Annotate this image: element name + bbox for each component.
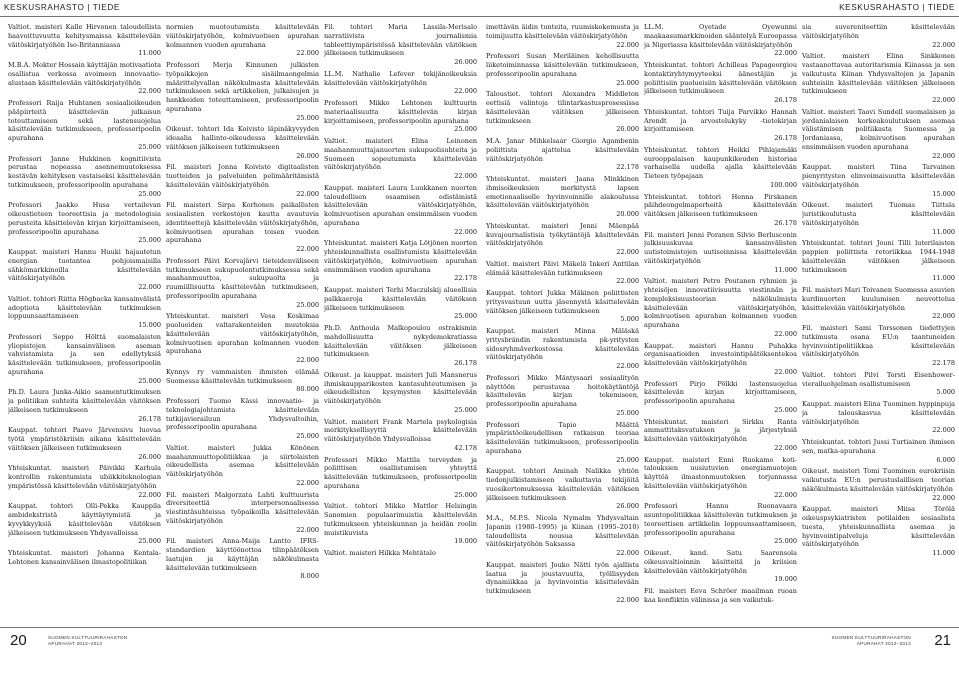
grant-amount: 22.000 — [296, 49, 319, 58]
grant-amount: 25.000 — [138, 376, 161, 385]
grant-entry — [644, 108, 797, 143]
grant-entry-text: Professori Tuomo Kässi innovaatio- ja teknologiajohtamista käsittelevään tutkijavierailuun Yhdysvaltoihin, professoripoolin apurahana — [166, 397, 319, 432]
grant-entry-text: Professori Merja Kinnunen julkisten työpaikkojen sisäilmaongelmia määrittelyvallan näkökulmasta käsittelevään tutkimukseen sekä artikkelien, julkaisujen ja hankkeiden toteuttamiseen, professoripoolin apurahana — [166, 61, 319, 113]
grant-entry-text: Valtiot. maisteri Hilkka Mehtätalo — [324, 549, 436, 557]
grant-amount: 19.000 — [774, 575, 797, 584]
grant-entry — [802, 438, 955, 464]
grant-entry-text: Yhteiskuntat. tohtori Henna Pirskanen päihdeongelmaperheitä käsittelevään väitöksen jälkeiseen tutkimukseen — [644, 192, 797, 218]
grant-amount: 22.000 — [616, 362, 639, 370]
grant-amount: 25.000 — [454, 405, 477, 414]
grant-entry-text: Yhteiskuntat. tohtori Jouni Tilli luterilaisten pappien poliittista retoriikkaa 1944-1948 käsittelevään väitöksen jälkeiseen tutkimukseen — [802, 239, 955, 274]
grant-entry-text: Professori Mikko Mäntysaari sosiaalityön näyttöön perustuvaa hoitokäytäntöjä käsittelevän kirjan tekemiseen, professoripoolin apurahana — [486, 373, 639, 408]
grant-entry — [166, 368, 319, 394]
grant-entry — [166, 444, 319, 488]
grant-entry — [486, 222, 639, 257]
grant-entry — [8, 23, 161, 58]
grant-entry-text: Kauppat. maisteri Terhi Maczulskij alueellisia palkkaeroja käsittelevään väitöksen jälkeiseen tutkimukseen — [324, 286, 477, 312]
grant-entry-text: Taloustiet. tohtori Alexandra Middleton eettisiä valintoja tilintarkastusprosessissa käsittelevään väitöksen jälkeiseen tutkimukseen — [486, 90, 639, 125]
grant-entry — [644, 277, 797, 338]
grant-amount: 22.000 — [774, 329, 797, 338]
grant-amount: 26.000 — [616, 502, 639, 511]
page-number-right: 21 — [934, 632, 951, 649]
grant-entry — [802, 400, 955, 435]
grant-entry — [8, 502, 161, 546]
grant-entry — [166, 312, 319, 365]
grant-entry-text: Professori Janne Hukkinen kognitiivista perustaa nopeassa asennemuutoksessa kestävän kehityksen vastaiseksi käsittelevään tutkimukseen, professoripoolin apurahana — [8, 154, 161, 189]
grant-entry — [166, 257, 319, 310]
grant-entry — [324, 23, 477, 67]
grant-amount: 22.000 — [454, 172, 477, 180]
grant-entry — [486, 23, 639, 49]
grant-amount: 22.000 — [454, 227, 477, 236]
grant-entry-text: Kauppat. maisteri Miisa Törölä oikeuspsykiatristen potilaiden sosiaalista tuesta, yhteiskunnallista asemaa ja hyvinvointipalveluja käsittelevään väitöskirjatyöhön — [802, 505, 955, 549]
grant-entry-text: M.B.A. Mokter Hossain käyttäjän motivaatiota osallistua verkossa avoimeen innovaatio-alustaan käsittelevään väitöskirjatyöhön — [8, 61, 161, 87]
grant-amount: 22.000 — [932, 426, 955, 435]
grant-amount: 20.000 — [616, 210, 639, 218]
grant-entry-text: Professori Hannu Ruonavaara asuntopolitiikkaa käsittelevän tutkimuksen ja teoreettisen artikkelin loppuunsaattamiseen, professoripoolin apurahana — [644, 502, 797, 537]
grant-entry-text: LL.M. Nathalie Lefever tekijänoikeuksia käsittelevään väitöskirjatyöhön — [324, 69, 477, 87]
grant-amount: 22.000 — [296, 245, 319, 253]
running-header-right: KESKUSRAHASTO | TIEDE — [839, 3, 955, 12]
grant-amount: 25.000 — [616, 78, 639, 87]
grant-entry-text: Yhteiskuntat. maisteri Katja Lötjönen nuorten yhteiskunnallista osallistumista käsittelevään väitöskirjatyöhön, kolmivuotisen apurahan ensimmäisen vuoden apurahana — [324, 239, 477, 274]
grant-entry — [644, 380, 797, 415]
grant-entry-text: Oikeust. ja kauppat. maisteri Juli Mansnerus ihmiskaupparikosten kantasuhteutumisen ja oikeudellisten kysymysten käsittelevään väitöskirjatyöhön — [324, 370, 477, 405]
grant-entry-text: Valtiot. maisteri Päivi Mäkelä Inkeri Anttilan elämää käsittelevään tutkimukseen — [486, 259, 639, 277]
grant-entry — [486, 327, 639, 371]
grant-entry-text: Kauppat. maisteri Hannu Puhakka organisaatioiden investointipäätöksentekoa käsittelevään väitöskirjatyöhön — [644, 341, 797, 367]
grant-amount: 25.000 — [296, 113, 319, 122]
grant-entry — [8, 295, 161, 330]
grant-entry — [8, 388, 161, 423]
grant-entry — [486, 561, 639, 605]
text-column-2 — [166, 23, 319, 623]
grant-entry-text: Yhteiskuntat. maisteri Johanna Kentala-Lehtonen kansainvälisen ilmastopolitiikan — [8, 549, 161, 566]
grant-amount: 22.000 — [932, 312, 955, 321]
footer-caption-right-line1: SUOMEN KULTTUURIRAHASTON — [831, 635, 911, 640]
grant-amount: 6.000 — [936, 455, 955, 464]
text-column-1 — [8, 23, 161, 623]
grant-entry — [166, 201, 319, 254]
grant-entry-text: Oikeust. maisteri Tomi Tuominen eurokriisin vaikutusta EU:n perustuslaillisen teorian näkökulmasta käsittelevään väitöskirjatyöhön — [802, 467, 955, 493]
grant-entry-text: LL.M. Oyetade Oyewunmi maakaasumarkkinoiden sääntelyä Euroopassa ja Nigeriassa käsittelevään väitöskirjatyöhön — [644, 23, 797, 49]
grant-amount: 22.000 — [616, 595, 639, 604]
grant-entry — [8, 201, 161, 245]
grant-entry-text: Professori Jaakko Husa vertailevan oikeustieteen teoreettisia ja metodologisia perusteita käsittelevän kirjan kirjoittamiseen, professoripoolin apurahana — [8, 201, 161, 236]
footer-caption-left-line2: APURAHAT 2012–2013 — [48, 641, 103, 646]
page-number-left: 20 — [10, 632, 27, 649]
grant-entry — [8, 155, 161, 199]
grant-entry-text: Fil. maisteri Eeva Schröer maailman ruoan kaa konfliktin välinissa ja sen vaikutuk- — [644, 587, 797, 604]
grant-entry-text: Valtiot. maisteri Frank Martela psykologisia merkityksellisyyttä käsittelevään väitöskirjatyöhön Yhdysvalloissa — [324, 417, 477, 443]
grant-entry-text: Valtiot. tohtori Riitta Högbacka kansainvälistä adoptiota käsittelevään tutkimuksen loppuunsaattamiseen — [8, 294, 161, 321]
grant-entry — [486, 289, 639, 324]
grant-entry-text: Kauppat. maisteri Minna Mäläskä yritysbrändin rakentumista pk-yritysten sidosryhmäverkostossa käsittelevään väitöskirjatyöhön — [486, 327, 639, 362]
grant-amount: 22.000 — [616, 549, 639, 557]
grant-entry — [324, 502, 477, 546]
header-rule — [0, 16, 959, 17]
grant-entry-text: Oikeust. tohtori Ida Koivisto läpinäkyvyyden ideaalia hallinto-oikeudessa käsittelevään väitöksen jälkeiseen tutkimukseen — [166, 125, 319, 151]
grant-amount: 26.000 — [138, 452, 161, 461]
grant-entry-text: Yhteiskuntat. maisteri Päivikki Karhula kontrollin rakentumista ubiikkiteknologian ympäristössä käsittelevään väitöskirjatyöhön — [8, 464, 161, 490]
grant-amount: 22.000 — [296, 525, 319, 534]
grant-entry-text: Professori Tapio Määttä ympäristöoikeudellisen ratkaisun teoriaa käsittelevään tutkimukseen, professoripoolin apurahana — [486, 420, 639, 455]
grant-entry — [166, 491, 319, 535]
grant-amount: 8.000 — [300, 572, 319, 581]
grant-entry — [644, 587, 797, 605]
grant-amount: 80.000 — [296, 385, 319, 394]
grant-entry-text: Valtiot. maisteri Petro Poutanen ryhmien ja yhteisöjen innovatiivisuutta viestinnän ja kompleksisuusteorian näkökulmista käsittelevään väitöskirjatyöhön, kolmivuotisen apurahan kolmannen vuoden apurahana — [644, 277, 797, 329]
grant-entry-text: Kauppat. tohtori Aminah Nalikka yhtiön tiedonjulkistamiseen vaikuttavia tekijöitä vuosikertomuksessa käsittelevään väitöksen jälkeiseen tutkimukseen — [486, 467, 639, 502]
text-column-6 — [802, 23, 955, 623]
footer-caption-left-line1: SUOMEN KULTTUURIRAHASTON — [48, 635, 128, 640]
grant-amount: 26.000 — [454, 58, 477, 66]
grant-entry — [802, 52, 955, 105]
grant-entry-text: Valtiot. tohtori Mikko Mattler Helsingin Sanomien populaarimuistia käsittelevään tutkimukseen yhteiskunnan ja heidän roolin muistikuvista — [324, 502, 477, 537]
grant-amount: 25.000 — [138, 142, 161, 151]
left-page — [2, 23, 477, 623]
grant-amount: 25.000 — [774, 405, 797, 414]
running-header-left: KESKUSRAHASTO | TIEDE — [4, 3, 120, 12]
grant-entry — [644, 342, 797, 377]
text-column-4 — [486, 23, 639, 623]
grant-entry — [324, 549, 477, 558]
grant-entry-text: Kauppat. maisteri Jouko Nätti työn ajallista laatua ja joustavuutta, työllisyyden dynamiikkaa ja hyvinvointia käsittelevään tutkimukseen — [486, 560, 639, 595]
grant-entry-text: Professori Seppo Hölttä suomalaisten yliopistojen kansainvälisen aseman vahvistamista ja sen edellytyksiä käsittelevään tutkimukseen, professoripoolin apurahana — [8, 332, 161, 376]
grant-entry-text: Yhteiskuntat. maisteri Vesa Koskimaa puolueiden valtarakenteiden muutoksia käsittelevään väitöskirjatyöhön, kolmivuotisen apurahan kolmannen vuoden apurahana — [166, 312, 319, 356]
grant-amount: 26.178 — [774, 134, 797, 142]
grant-entry — [324, 99, 477, 134]
footer-caption-left — [48, 635, 128, 647]
grant-entry — [644, 456, 797, 500]
grant-amount: 25.000 — [138, 537, 161, 546]
grant-amount: 25.000 — [296, 300, 319, 309]
text-column-3 — [324, 23, 477, 623]
grant-entry — [8, 549, 161, 567]
grant-amount: 22.000 — [616, 40, 639, 49]
grant-entry-text: M.A., M.P.S. Nicola Nymalm Yhdysvaltain Japanin (1980–1995) ja Kiinan (1995–2010) taloudellista nousua käsittelevään väitöskirjatyöhön Saksassa — [486, 514, 639, 549]
grant-entry — [644, 549, 797, 584]
grant-amount: 25.000 — [616, 408, 639, 417]
grant-entry-text: Kauppat. maisteri Enni Ruokamo koti-talouksien uusiutuvien energiamuotojen käyttöä ilmastonmuutoksen torjunnassa käsittelevään väitöskirjatyöhön — [644, 455, 797, 490]
grant-entry-text: Ph.D. Anthoula Malkopoulou ostrakismin mahdollisuutta nykydemokratiassa käsittelevään väitöksen jälkeiseen tutkimukseen — [324, 324, 477, 359]
grant-entry — [324, 239, 477, 283]
grant-entry-text: Kauppat. tohtori Olli-Pekka Kauppila ambidekstristä käyttäytymistä ja kyvykkyyksiä käsittelevään väitöksen jälkeiseen tutkimukseen Yhdysvalloissa — [8, 502, 161, 537]
grant-entry-text: Oikeust. maisteri Tuomas Tiittala juristikoulutusta käsittelevään väitöskirjatyöhön — [802, 201, 955, 227]
grant-amount: 19.000 — [454, 537, 477, 546]
grant-amount: 25.000 — [138, 189, 161, 198]
grant-entry — [8, 99, 161, 152]
grant-amount: 22.000 — [138, 87, 161, 96]
grant-entry-text: Yhteiskuntat. tohtori Achilleas Papageorgiou kontaktiryhtymyyteeksi äänestäjiin ja poliittisiin puolueisiin käsittelevään väitöksen jälkeiseen tutkimukseen — [644, 61, 797, 96]
grant-entry-text: Valtiot. tohtori Pilvi Torsti Eisenhower-vierailuohjelman osallistumiseen — [802, 370, 955, 388]
grant-amount: 26.178 — [454, 359, 477, 367]
grant-entry — [8, 464, 161, 499]
grant-entry-text: Ph.D. Laura Junka-Aikio saamentutkimuksen ja politiikan suhteita käsittelevään väitöksen jälkeiseen tutkimukseen — [8, 388, 161, 414]
grant-entry — [486, 467, 639, 511]
grant-entry-text: M.A. Janar Mihkelsaar Giorgio Agambenin poliittista ajattelua käsittelevään väitöskirjatyöhön — [486, 137, 639, 163]
grant-amount: 22.000 — [932, 151, 955, 160]
grant-entry-text: Fil. maisteri Sami Torssonen tiedettyjen tutkimusta osana EU:n taantuneiden hyvinvointipolitiikkaa käsittelevään väitöskirjatyöhön — [802, 324, 955, 359]
grant-amount: 22.000 — [296, 356, 319, 364]
grant-entry — [644, 61, 797, 105]
grant-entry — [802, 163, 955, 198]
grant-entry-text: Professori Pirjo Pölkki lastensuojelua käsittelevän kirjan kirjoittamiseen, professoripoolin apurahana — [644, 379, 797, 405]
grant-amount: 15.000 — [932, 189, 955, 198]
grant-entry — [166, 61, 319, 122]
grant-entry — [324, 371, 477, 415]
grant-entry — [166, 125, 319, 160]
grant-entry-text: Yhteiskuntat. tohtori Tuija Parvikko Hannah Arendt ja arvostelukyky -tietokirjan kirjoittamiseen — [644, 107, 797, 134]
grant-amount: 25.000 — [454, 490, 477, 499]
grant-amount: 22.000 — [616, 248, 639, 256]
footer-caption-right-line2: APURAHAT 2012–2013 — [856, 641, 911, 646]
grant-amount: 22.000 — [138, 283, 161, 291]
grant-entry-text: Professori Mikko Mattila terveyden ja poliittisen osallistumisen yhteyttä käsittelevään tutkimukseen, professoripoolin apurahana — [324, 455, 477, 490]
grant-entry-text: Kauppat. maisteri Tiina Tarvainen pienyritysten elinvoimaisuutta käsittelevään väitöskirjatyöhön — [802, 163, 955, 189]
grant-amount: 22.000 — [932, 493, 955, 502]
grant-entry-text: Kauppat. maisteri Laura Luukkanen nuorten taloudellisen osaamisen edistämistä käsittelevään väitöskirjatyöhön, kolmivuotisen apurahan ensimmäisen vuoden apurahana — [324, 183, 477, 227]
grant-entry-text: Yhteiskuntat. tohtori Heikki Pihlajamäki eurooppalaisen kaupunkikeuden historiaa varhaisella uudella ajalla käsittelevään Tieteen työpajaan — [644, 145, 797, 180]
grant-amount: 11.000 — [932, 549, 955, 557]
grant-amount: 25.000 — [616, 455, 639, 464]
grant-entry — [324, 137, 477, 181]
grant-entry-text: Yhteiskuntat. maisteri Sirkku Ranta ammattitaksvatuksen ja järjestyksiä käsittelevään väitöskirjatyöhön — [644, 417, 797, 443]
grant-entry — [644, 502, 797, 546]
grant-amount: 22.000 — [616, 277, 639, 286]
grant-amount: 22.000 — [932, 96, 955, 104]
grant-amount: 25.000 — [454, 125, 477, 134]
grant-amount: 22.000 — [932, 40, 955, 49]
grant-entry — [802, 286, 955, 321]
grant-amount: 22.000 — [774, 490, 797, 499]
grant-entry — [486, 137, 639, 172]
grant-amount: 22.178 — [932, 359, 955, 367]
grant-entry-text: Valtiot. maisteri Elina Sinkkonen vastaanottavaa autoritarismia Kiinassa ja sen vaikutusta Kiinan Yhdysvaltojen ja Japanin suhteisiin käsittelevään väitöksen jälkeiseen tutkimukseen — [802, 52, 955, 96]
grant-entry-text: Fil. maisteri Mari Toivanen Suomessa asuvien kurdinuorten kuulumisen neuvottelua käsittelevään väitöskirjatyöhön — [802, 286, 955, 312]
grant-entry-text: Valtiot. maisteri Elina Leinonen maahanmuuttajanuorten sukupuolisuhteita ja Suomeen sopeutumista käsittelevään väitöskirjatyöhön — [324, 137, 477, 172]
grant-entry — [324, 456, 477, 500]
grant-amount: 5.000 — [936, 388, 955, 397]
grant-entry-text: Fil. maisteri Anna-Maija Lantto IFRS-standardien käyttöönottoa tilinpäätöksen laatujen ja käyttäjän näkökulmasta käsittelevään tutkimukseen — [166, 537, 319, 572]
right-page — [482, 23, 957, 623]
grant-entry — [644, 146, 797, 190]
grant-entry — [802, 467, 955, 502]
grant-entry — [644, 193, 797, 228]
grant-entry — [324, 324, 477, 368]
grant-entry-text: Professori Päivi Korvajärvi tieteidenväliseen tutkimukseen sukupuolentutkimuksessa sekä maahanmuuttoa, sukupuolta ja ruumiillisuutta käsittelevään tutkimukseen, professoripoolin apurahana — [166, 256, 319, 300]
grant-entry — [802, 239, 955, 283]
grant-amount: 22.000 — [454, 87, 477, 96]
grant-entry — [802, 108, 955, 161]
grant-entry — [802, 23, 955, 49]
grant-entry — [644, 418, 797, 453]
grant-amount: 22.000 — [138, 490, 161, 499]
grant-entry — [802, 505, 955, 558]
grant-entry — [8, 61, 161, 96]
grant-entry-text: Fil. maisteri Sirpa Korhonen paikallisten sosiaalisten verkostojen kautta avautuvia identiteettejä käsittelevään väitöskirjatyöhön, kolmivuotisen apurahan toisen vuoden apurahana — [166, 201, 319, 245]
grant-entry — [486, 175, 639, 219]
grant-amount: 11.000 — [932, 227, 955, 236]
grant-entry-text: Professori Mikko Lehtonen kulttuurin materiaalisuutta käsittelevän kirjan kirjoittamiseen, professoripoolin apurahana — [324, 99, 477, 125]
grant-entry — [802, 324, 955, 368]
grant-amount: 22.178 — [616, 163, 639, 172]
grant-amount: 26.000 — [616, 125, 639, 134]
grant-entry — [486, 260, 639, 286]
grant-entry — [166, 163, 319, 198]
grant-amount: 25.000 — [454, 312, 477, 321]
grant-entry — [486, 514, 639, 558]
grant-amount: 22.000 — [774, 49, 797, 58]
grant-entry — [802, 201, 955, 236]
grant-entry — [644, 23, 797, 58]
grant-amount: 11.000 — [138, 49, 161, 58]
grant-amount: 5.000 — [620, 315, 639, 324]
grant-entry — [486, 90, 639, 134]
text-column-5 — [644, 23, 797, 623]
grant-entry-text: Oikeust. kand. Satu Saarensola oikeusvaltioinnin käsitteitä ja kriisien käsittelevään väitöskirjatyöhön — [644, 549, 797, 575]
grant-amount: 22.000 — [774, 443, 797, 452]
grant-entry-text: Professori Raija Huhtanen sosiaalioikeuden pääpiirteitä käsittelevän julkaisun toteuttamiseen sekä lastensuojelua käsittelevään tutkimukseen, professoripoolin apurahana — [8, 99, 161, 142]
grant-amount: 22.000 — [774, 367, 797, 376]
grant-amount: 22.178 — [454, 274, 477, 283]
grant-entry-text: Yhteiskuntat. maisteri Jaana Minkkinen ihmisoikeuksien merkitystä lapsen emotionaaliselle hyvinvoinnille alakoulussa käsittelevään väitöskirjatyöhön — [486, 175, 639, 210]
grant-entry — [166, 23, 319, 58]
grant-amount: 11.000 — [774, 265, 797, 274]
grant-entry-text: Fil. maisteri Jenni Poranen Silvio Berlusconin julkisuuskuvaa kansainvälisten uutistoimistojen uutisoinnissa käsittelevään väitöskirjatyöhön — [644, 230, 797, 265]
grant-amount: 26.178 — [774, 96, 797, 104]
grant-entry-text: Yhteiskuntat. maisteri Jenni Mäenpää kuvajournalistisia työkytäntöjä käsittelevään väitöskirjatyöhön — [486, 221, 639, 248]
grant-entry — [324, 418, 477, 453]
footer-rule — [0, 627, 959, 628]
grant-entry-text: Kynnys ry vammaisten ihmisten elämää Suomessa käsittelevään tutkimukseen — [166, 367, 319, 385]
grant-entry — [166, 537, 319, 581]
grant-entry — [486, 421, 639, 465]
grant-amount: 26.000 — [296, 151, 319, 160]
grant-entry — [324, 184, 477, 237]
grant-entry — [644, 231, 797, 275]
grant-entry — [166, 397, 319, 441]
grant-entry-text: Kauppat. maisteri Elina Tuominen hyppinpuja ja talouskasvua käsittelevään väitöskirjatyöhön — [802, 400, 955, 426]
grant-entry-text: Valtiot. maisteri Jukka Könönen maahanmuuttopolitiikkaa ja siirtolaisten oikeudellista asemaa käsittelevään väitöskirjatyöhön — [166, 443, 319, 478]
grant-entry — [486, 52, 639, 87]
footer-caption-right — [831, 635, 911, 647]
grant-amount: 25.000 — [774, 537, 797, 546]
grant-amount: 26.178 — [774, 218, 797, 227]
grant-entry-text: Valtiot. maisteri Kalle Hirvonen taloudellista haavoittuvuutta kehitysmaissa käsittelevään väitöskirjatyöhön Iso-Britanniassa — [8, 23, 161, 49]
grant-entry-text: Kauppat. tohtori Jukka Mäkinen poliittisten yritysvastuun uutta jäsennystä käsittelevään väitöksen jälkeiseen tutkimukseen — [486, 289, 639, 315]
grant-amount: 42.178 — [454, 443, 477, 452]
grant-entry-text: Yhteiskuntat. tohtori Jussi Turtiainen ihmisen sen, matka-apurahana — [802, 438, 955, 455]
grant-entry — [8, 333, 161, 386]
grant-entry — [324, 286, 477, 321]
grant-entry — [802, 371, 955, 397]
grant-amount: 11.000 — [932, 274, 955, 283]
grant-entry-text: Fil. tohtori Maria Lassila-Merisalo narratiivista journalismia tableettiympäristössä käsittelevään väitöksen jälkeiseen tutkimukseen — [324, 23, 477, 58]
grant-amount: 25.000 — [138, 236, 161, 245]
grant-entry-text: Fil. maisteri Jonna Koivisto digitaalisten tuotteiden ja palveluiden pelimääritämistä käsittelevään väitöskirjatyöhön — [166, 163, 319, 189]
grant-amount: 100.000 — [770, 180, 797, 189]
grant-entry — [486, 374, 639, 418]
grant-entry-text: normien muotoutumista käsittelevään väitöskirjatyöhön, kolmivuotisen apurahan kolmannen vuoden apurahana — [166, 23, 319, 49]
grant-amount: 22.000 — [296, 189, 319, 198]
grant-entry-text: Valtiot. maisteri Taavi Sundell suomalaisen ja jordanialaisen korkeakoulutuksen asemaa välistämisen politiikasta Suomessa ja Jordaniassa, kolmivuotisen apurahan ensimmäisen vuoden apurahana — [802, 107, 955, 151]
grant-amount: 26.178 — [138, 414, 161, 423]
grant-entry-text: sia suvereniteettiin käsittelevään väitöskirjatyöhön — [802, 23, 955, 40]
grant-entry-text: Kauppat. maisteri Hannu Huuki hajautetun energian tuotantoa pohjoismaisilla sähkömarkkinoilla käsittelevään väitöskirjatyöhön — [8, 248, 161, 283]
grant-entry-text: Kauppat. tohtori Paavo Järvensivu luovaa työtä ympäristökriisin aikana käsittelevään väitöksen jälkeiseen tutkimukseen — [8, 426, 161, 452]
grant-entry — [324, 70, 477, 96]
grant-amount: 15.000 — [138, 321, 161, 329]
grant-entry-text: Fil. maisteri Malgorzata Lahti kulttuurista diversiteettiä interpersonaalisessa viestintäsuhteissa työpaikoilla käsittelevään väitöskirjatyöhön — [166, 490, 319, 525]
grant-entry — [8, 248, 161, 292]
grant-amount: 25.000 — [296, 432, 319, 440]
grant-entry-text: Professori Susan Meriläinen kehollisuutta liiketoiminnassa käsittelevään tutkimukseen, professoripoolin apurahana — [486, 52, 639, 78]
grant-amount: 22.000 — [296, 478, 319, 487]
grant-entry-text: imettävän äidin tunteita, ruumiskokemusta ja toimijuutta käsittelevään väitöskirjatyöhön — [486, 23, 639, 40]
grant-entry — [8, 426, 161, 461]
